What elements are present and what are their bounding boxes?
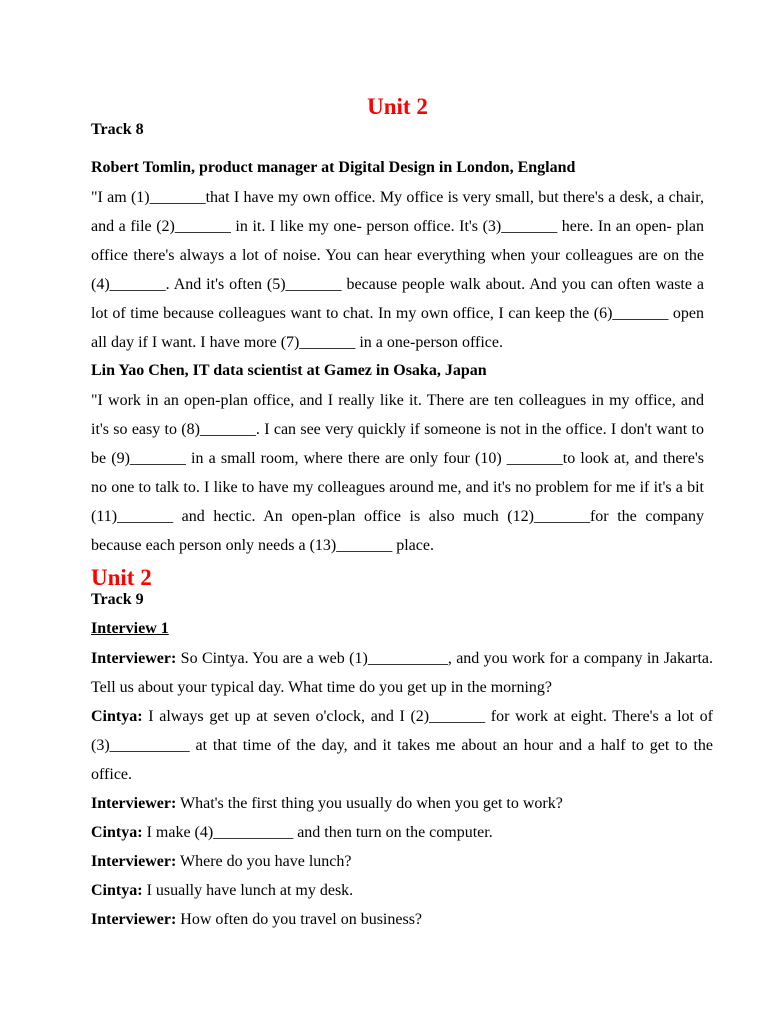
dialogue-line	[91, 847, 713, 876]
speaker-label: Interviewer:	[91, 650, 177, 667]
dialogue-text: How often do you travel on business?	[176, 911, 423, 928]
track-9-heading: Track 9	[91, 591, 144, 608]
dialogue-text: So Cintya. You are a web (1)__________, and you work for a company in Jakarta. Tell us about your typical day. What time do you get up in the morning?	[91, 650, 713, 696]
speaker-label: Interviewer:	[91, 853, 177, 870]
speaker-2-heading: Lin Yao Chen, IT data scientist at Gamez in Osaka, Japan	[91, 362, 487, 379]
dialogue-line	[91, 789, 713, 818]
dialogue-text: I always get up at seven o'clock, and I (2)_______ for work at eight. There's a lot of (3)__________ at that time of the day, and it takes me about an hour and a half to get to the office.	[91, 708, 713, 783]
unit-title-top: Unit 2	[367, 94, 428, 119]
speaker-label: Cintya:	[91, 882, 143, 899]
dialogue-text: What's the first thing you usually do when you get to work?	[176, 795, 563, 812]
speaker-2-paragraph: "I work in an open-plan office, and I really like it. There are ten colleagues in my office, and it's so easy to (8)_______. I can see very quickly if someone is not in the office. I don't want to be (9)_______ in a small room, where there are only four (10) _______to look at, and there's no one to talk to. I like to have my colleagues around me, and it's no problem for me if it's a bit (11)_______ and hectic. An open-plan office is also much (12)_______for the company because each person only needs a (13)_______ place.	[91, 392, 704, 554]
dialogue-line	[91, 876, 713, 905]
dialogue-text: I usually have lunch at my desk.	[142, 882, 354, 899]
interview-heading: Interview 1	[91, 620, 169, 637]
dialogue-line	[91, 818, 713, 847]
speaker-label: Cintya:	[91, 708, 143, 725]
speaker-label: Interviewer:	[91, 795, 177, 812]
track-8-heading: Track 8	[91, 121, 144, 138]
dialogue-text: I make (4)__________ and then turn on the computer.	[142, 824, 493, 841]
interview-dialogue	[91, 644, 713, 934]
speaker-1-paragraph: "I am (1)_______that I have my own office. My office is very small, but there's a desk, a chair, and a file (2)_______ in it. I like my one- person office. It's (3)_______ here. In an open- plan office there's always a lot of noise. You can hear everything when your colleagues are on the (4)_______. And it's often (5)_______ because people walk about. And you can often waste a lot of time because colleagues want to chat. In my own office, I can keep the (6)_______ open all day if I want. I have more (7)_______ in a one-person office.	[91, 189, 704, 351]
dialogue-line	[91, 905, 713, 934]
dialogue-line	[91, 702, 713, 789]
unit-title-second: Unit 2	[91, 565, 152, 590]
speaker-1-heading: Robert Tomlin, product manager at Digital Design in London, England	[91, 159, 576, 176]
dialogue-line	[91, 644, 713, 702]
dialogue-text: Where do you have lunch?	[176, 853, 352, 870]
speaker-label: Interviewer:	[91, 911, 177, 928]
speaker-label: Cintya:	[91, 824, 143, 841]
